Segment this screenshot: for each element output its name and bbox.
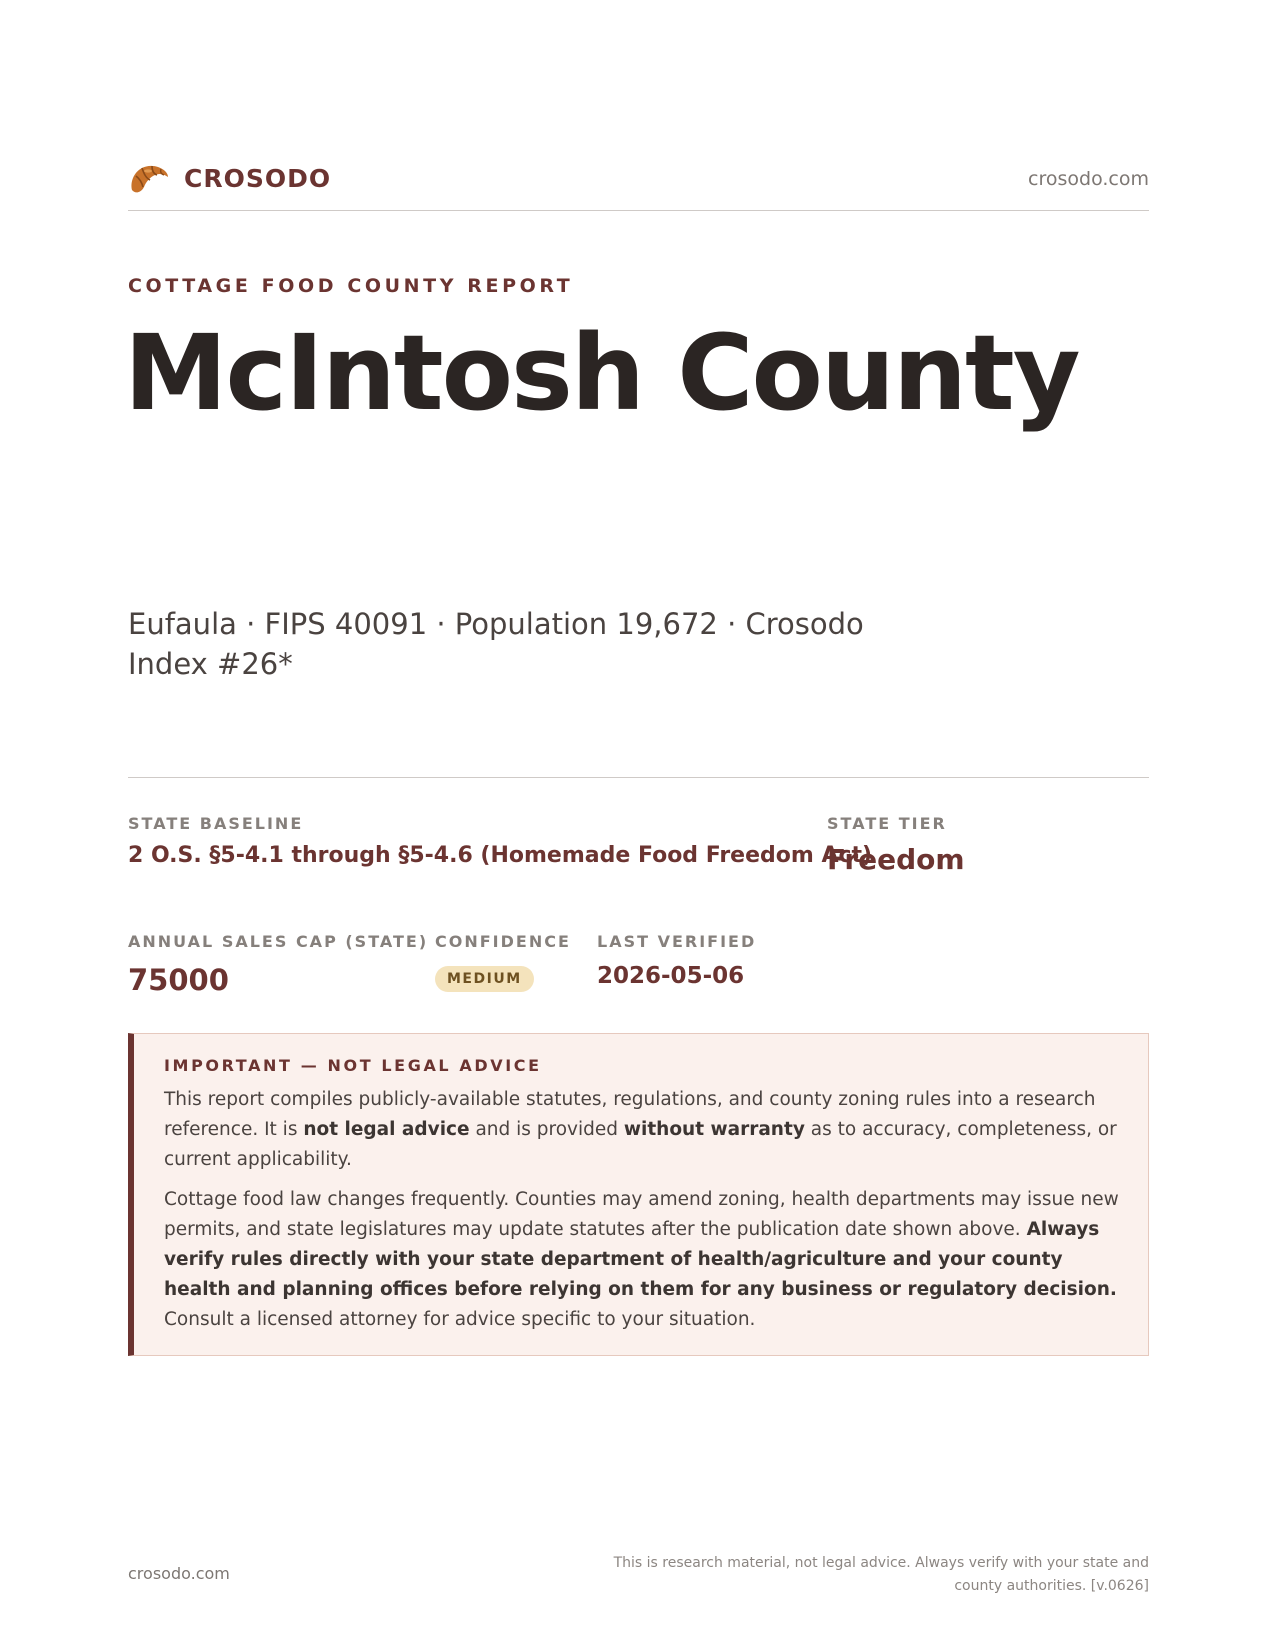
- annual-sales-cap: [128, 932, 428, 997]
- confidence-badge: MEDIUM: [435, 966, 534, 992]
- page-title: McIntosh County: [124, 312, 1079, 434]
- last-verified-label: LAST VERIFIED: [597, 932, 757, 951]
- legal-notice-paragraph-1: This report compiles publicly-available statutes, regulations, and county zoning rules into a research reference. It is not legal advice and is provided without warranty as to accuracy, completeness, or current applicability.: [164, 1089, 1117, 1170]
- legal-notice-paragraph-2: Cottage food law changes frequently. Counties may amend zoning, health departments may issue new permits, and state legislatures may update statutes after the publication date shown above. Always verify rules directly with your state department of health/agriculture and your county health and planning offices before relying on them for any business or regulatory decision. Consult a licensed attorney for advice specific to your situation.: [164, 1189, 1119, 1330]
- site-url[interactable]: crosodo.com: [1028, 168, 1149, 190]
- state-tier-value: Freedom: [827, 843, 965, 876]
- state-tier: [827, 814, 965, 876]
- header: [128, 158, 1149, 200]
- state-tier-label: STATE TIER: [827, 814, 947, 833]
- croissant-icon: [128, 160, 170, 196]
- brand-name: CROSODO: [184, 164, 332, 193]
- confidence: [435, 932, 571, 992]
- state-baseline-value: 2 O.S. §5-4.1 through §5-4.6 (Homemade Food Freedom Act): [128, 843, 873, 868]
- last-verified-value: 2026-05-06: [597, 963, 745, 989]
- last-verified: [597, 932, 756, 989]
- legal-notice: [128, 1033, 1149, 1356]
- header-divider: [128, 210, 1149, 211]
- annual-sales-cap-value: 75000: [128, 963, 229, 997]
- report-page: [124, 0, 1149, 1650]
- footer-disclaimer: This is research material, not legal advice. Always verify with your state and county authorities. [v.0626]: [613, 1555, 1149, 1594]
- county-subtitle: Eufaula · FIPS 40091 · Population 19,672 · Crosodo Index #26*: [128, 607, 864, 681]
- legal-notice-label: IMPORTANT — NOT LEGAL ADVICE: [164, 1056, 542, 1075]
- state-baseline-label: STATE BASELINE: [128, 814, 304, 833]
- annual-sales-cap-label: ANNUAL SALES CAP (STATE): [128, 932, 429, 951]
- report-eyebrow: COTTAGE FOOD COUNTY REPORT: [128, 275, 574, 297]
- confidence-label: CONFIDENCE: [435, 932, 571, 951]
- section-divider: [128, 777, 1149, 778]
- state-baseline: [128, 814, 872, 868]
- footer-site-url[interactable]: crosodo.com: [128, 1564, 230, 1583]
